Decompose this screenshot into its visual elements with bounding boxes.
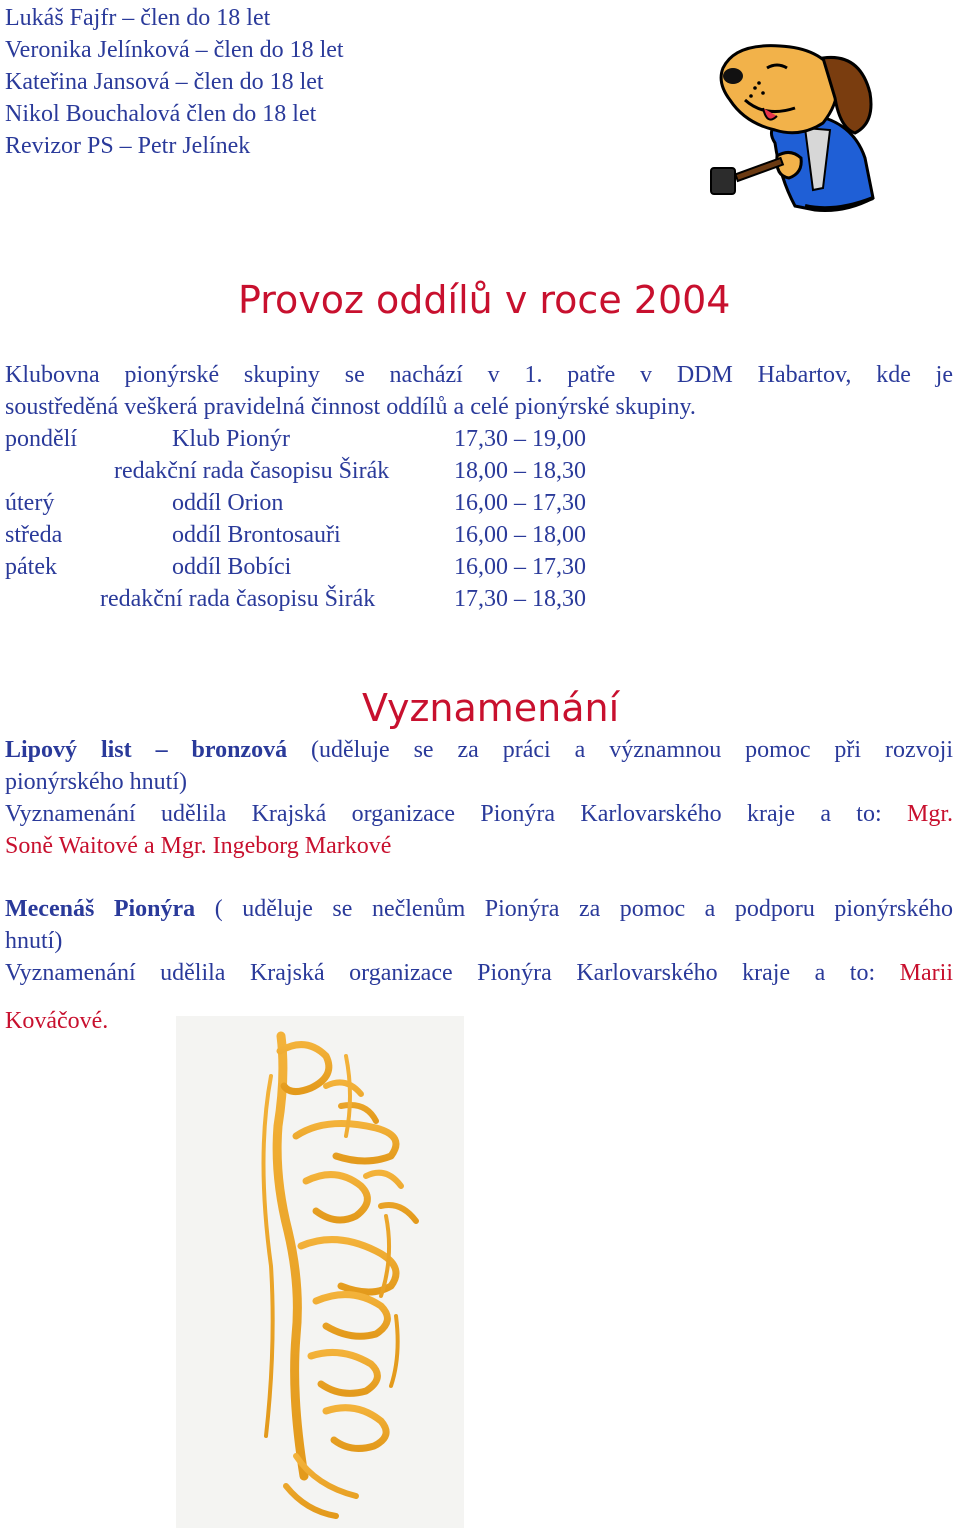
award2-recipients-cont: Kováčové. xyxy=(5,1008,109,1034)
award1-recipients-cont: Soně Waitové a Mgr. Ingeborg Markové xyxy=(5,833,392,859)
award1-description xyxy=(5,734,953,766)
schedule-time: 16,00 – 17,30 xyxy=(454,554,586,580)
schedule-activity: oddíl Orion xyxy=(172,490,284,516)
schedule-day: pondělí xyxy=(5,426,77,452)
member-line: Veronika Jelínková – člen do 18 let xyxy=(5,37,344,63)
member-line: Nikol Bouchalová člen do 18 let xyxy=(5,101,317,127)
member-line: Kateřina Jansová – člen do 18 let xyxy=(5,69,324,95)
award2-description xyxy=(5,893,953,925)
schedule-activity: redakční rada časopisu Širák xyxy=(100,586,376,612)
award2-desc: ( uděluje se nečlenům Pionýra za pomoc a podporu pionýrského xyxy=(214,896,954,922)
award1-desc-cont: pionýrského hnutí) xyxy=(5,769,187,795)
calligraphy-award-image xyxy=(176,1016,464,1528)
schedule-time: 17,30 – 18,30 xyxy=(454,586,586,612)
award2-desc-cont: hnutí) xyxy=(5,928,63,954)
award2-given-text: Vyznamenání udělila Krajská organizace Pionýra Karlovarského kraje a to: xyxy=(5,960,876,986)
intro-text-line: soustředěná veškerá pravidelná činnost oddílů a celé pionýrské skupiny. xyxy=(5,394,696,420)
schedule-activity: Klub Pionýr xyxy=(172,426,291,452)
award1-recipients: Mgr. xyxy=(906,801,953,827)
intro-text-line: Klubovna pionýrské skupiny se nachází v 1. patře v DDM Habartov, kde je xyxy=(5,362,953,388)
award2-name: Mecenáš Pionýra xyxy=(5,896,196,922)
section-title-awards: Vyznamenání xyxy=(362,686,620,730)
award2-recipients: Marii xyxy=(899,960,953,986)
schedule-activity: oddíl Bobíci xyxy=(172,554,292,580)
schedule-time: 16,00 – 18,00 xyxy=(454,522,586,548)
award2-given xyxy=(5,957,953,989)
schedule-time: 16,00 – 17,30 xyxy=(454,490,586,516)
member-line: Lukáš Fajfr – člen do 18 let xyxy=(5,5,271,31)
dog-mascot-illustration xyxy=(705,38,890,218)
schedule-time: 18,00 – 18,30 xyxy=(454,458,586,484)
member-line: Revizor PS – Petr Jelínek xyxy=(5,133,251,159)
schedule-day: úterý xyxy=(5,490,55,516)
schedule-day: středa xyxy=(5,522,63,548)
schedule-activity: oddíl Brontosauři xyxy=(172,522,341,548)
award1-name: Lipový list – bronzová xyxy=(5,737,288,763)
award1-desc: (uděluje se za práci a významnou pomoc při rozvoji xyxy=(311,737,953,763)
section-title-operations: Provoz oddílů v roce 2004 xyxy=(238,278,731,322)
schedule-day: pátek xyxy=(5,554,57,580)
award1-given-text: Vyznamenání udělila Krajská organizace Pionýra Karlovarského kraje a to: xyxy=(5,801,882,827)
schedule-time: 17,30 – 19,00 xyxy=(454,426,586,452)
schedule-activity: redakční rada časopisu Širák xyxy=(114,458,390,484)
award1-given xyxy=(5,798,953,830)
